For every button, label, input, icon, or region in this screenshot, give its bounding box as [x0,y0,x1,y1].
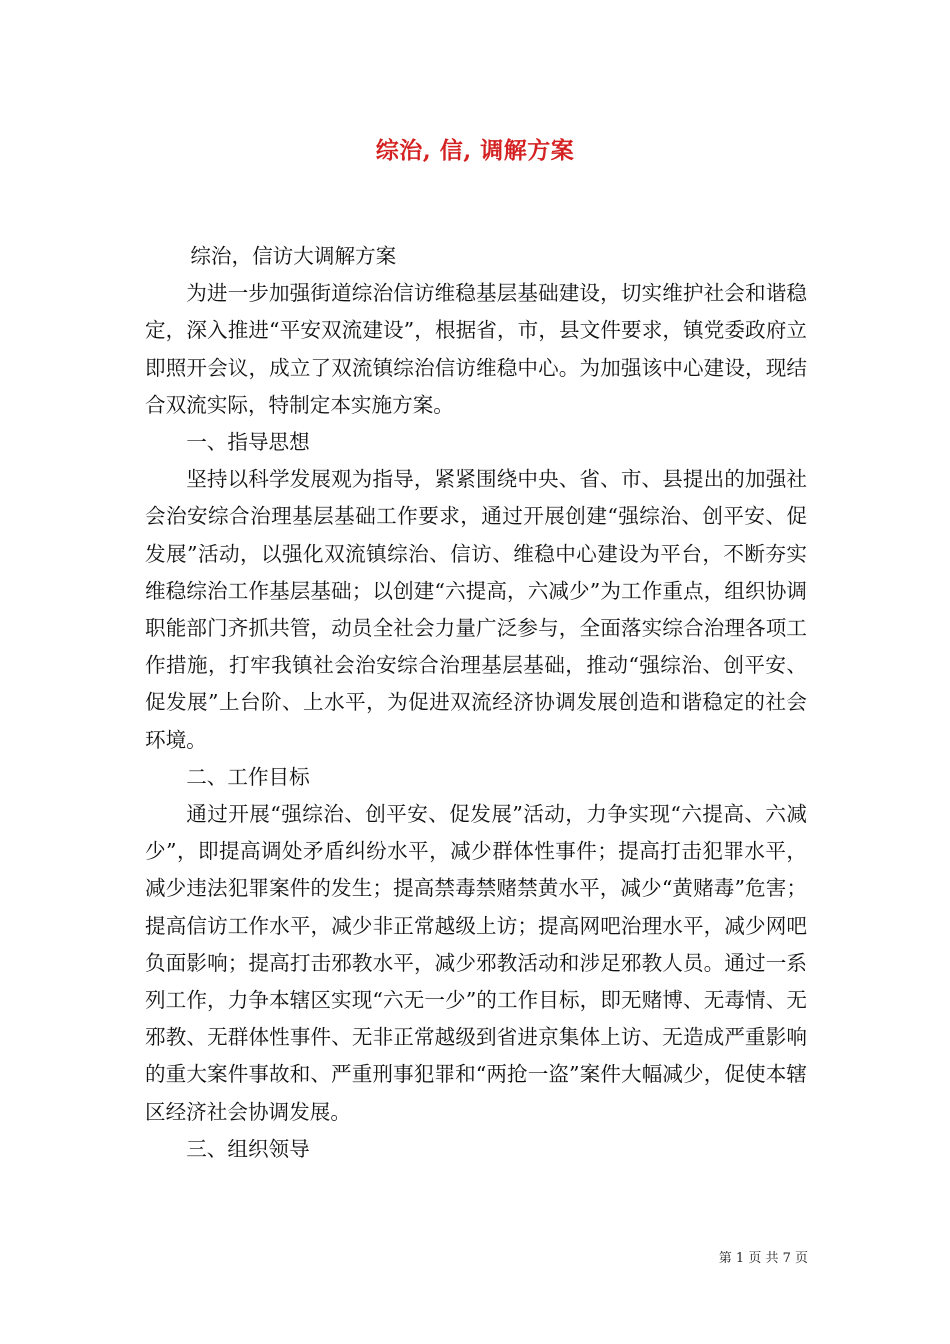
document-title: 综治, 信, 调解方案 [375,137,575,164]
section-heading-guiding-ideology: 一、指导思想 [186,430,310,455]
document-subtitle: 综治，信访大调解方案 [190,244,397,268]
guiding-ideology-paragraph: 坚持以科学发展观为指导，紧紧围绕中央、省、市、县提出的加强社会治安综合治理基层基础工作要求，通过开展创建“强综治、创平安、促发展”活动，以强化双流镇综治、信访、维稳中心建设为平台，不断夯实维稳综治工作基层基础；以创建“六提高，六减少”为工作重点，组织协调职能部门齐抓共管，动员全社会力量广泛参与，全面落实综合治理各项工作措施，打牢我镇社会治安综合治理基层基础，推动“强综治、创平安、促发展”上台阶、上水平，为促进双流经济协调发展创造和谐稳定的社会环境。 [145,467,807,752]
section-heading-organization: 三、组织领导 [186,1136,310,1161]
document-body [145,238,807,1168]
section-heading-work-goals: 二、工作目标 [186,764,310,789]
page-indicator: 第 1 页 共 7 页 [718,1251,808,1266]
work-goals-paragraph: 通过开展“强综治、创平安、促发展”活动，力争实现“六提高、六减少”，即提高调处矛盾纠纷水平，减少群体性事件；提高打击犯罪水平，减少违法犯罪案件的发生；提高禁毒禁赌禁黄水平，减少“黄赌毒”危害；提高信访工作水平，减少非正常越级上访；提高网吧治理水平，减少网吧负面影响；提高打击邪教水平，减少邪教活动和涉足邪教人员。通过一系列工作，力争本辖区实现“六无一少”的工作目标，即无赌博、无毒情、无邪教、无群体性事件、无非正常越级到省进京集体上访、无造成严重影响的重大案件事故和、严重刑事犯罪和“两抢一盗”案件大幅减少，促使本辖区经济社会协调发展。 [145,802,807,1124]
intro-paragraph: 为进一步加强街道综治信访维稳基层基础建设，切实维护社会和谐稳定，深入推进“平安双流建设”，根据省，市，县文件要求，镇党委政府立即照开会议，成立了双流镇综治信访维稳中心。为加强该中心建设，现结合双流实际，特制定本实施方案。 [145,281,807,417]
